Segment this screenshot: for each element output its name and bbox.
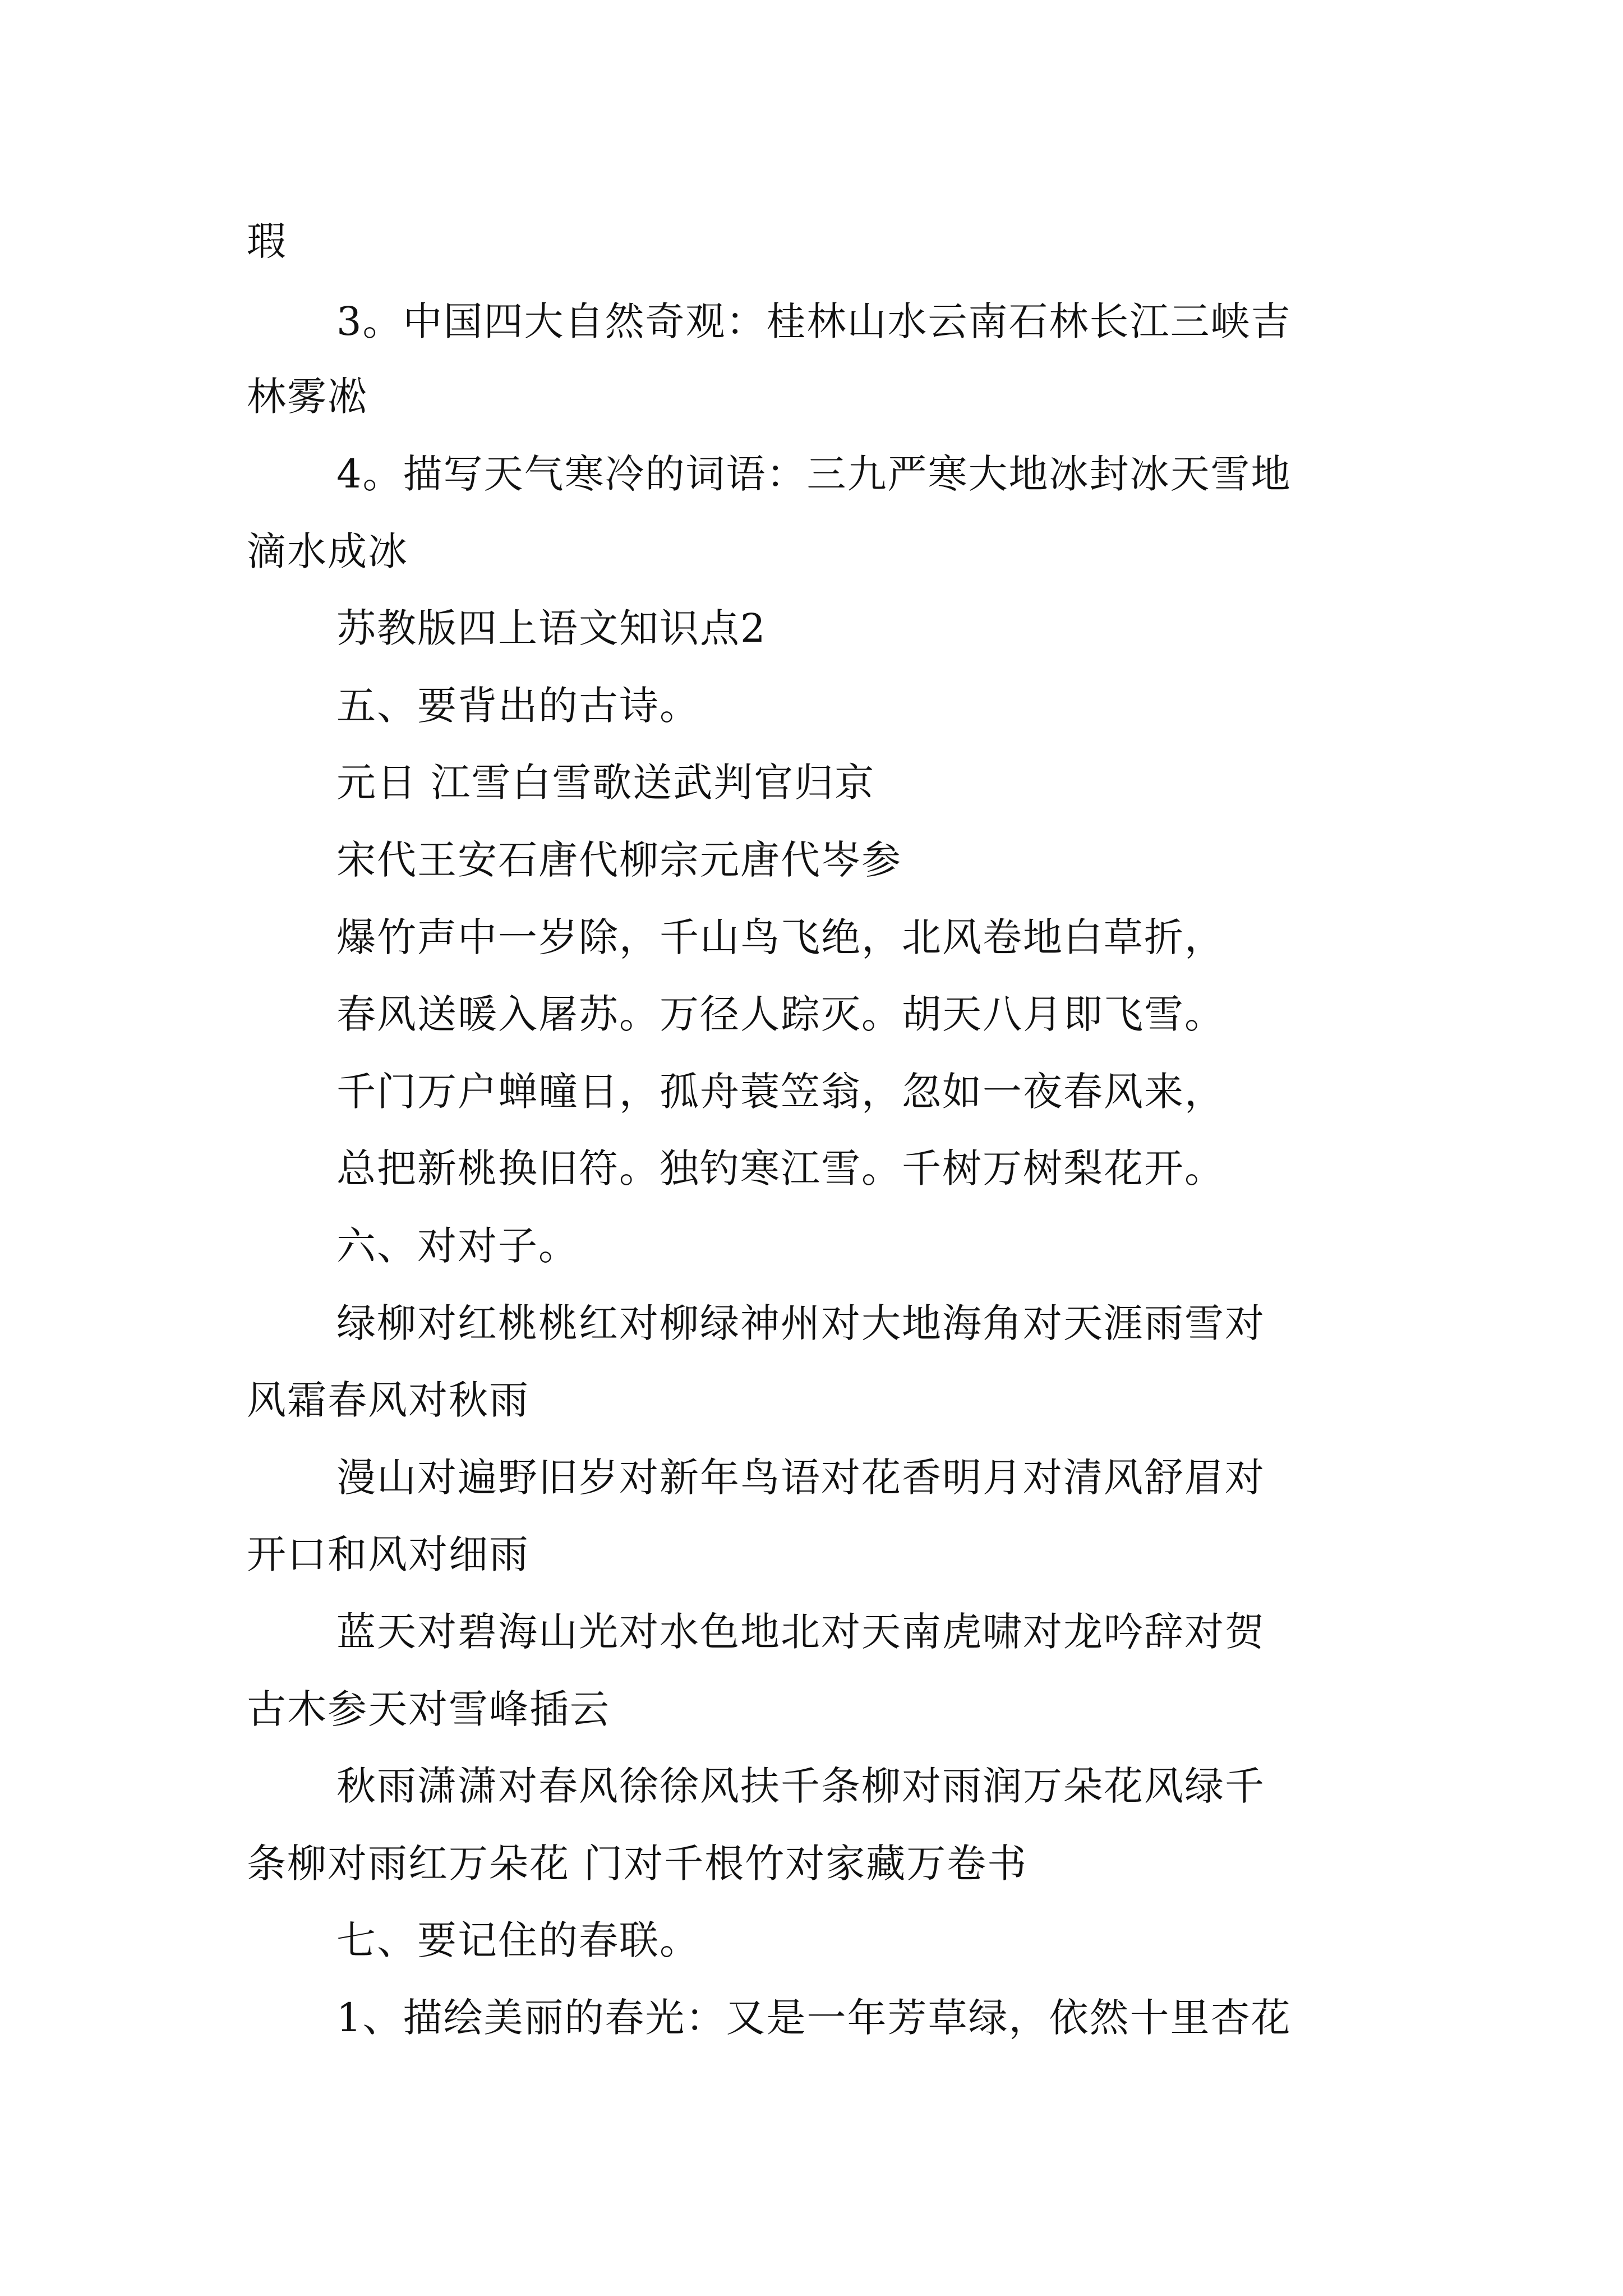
text-line: 五、要背出的古诗。 xyxy=(336,683,700,729)
text-line: 条柳对雨红万朵花 门对千根竹对家藏万卷书 xyxy=(247,1841,1028,1887)
text-line: 总把新桃换旧符。独钓寒江雪。千树万树梨花开。 xyxy=(336,1145,1225,1191)
text-line: 古木参天对雪峰插云 xyxy=(247,1686,610,1732)
text-line: 林雾凇 xyxy=(247,374,368,420)
text-line: 瑕 xyxy=(247,218,287,264)
text-line: 秋雨潇潇对春风徐徐风扶千条柳对雨润万朵花风绿千 xyxy=(336,1763,1265,1809)
text-line: 滴水成冰 xyxy=(247,528,408,574)
text-line: 元日 江雪白雪歌送武判官归京 xyxy=(336,760,875,806)
text-line: 春风送暖入屠苏。万径人踪灭。胡天八月即飞雪。 xyxy=(336,991,1225,1037)
text-line: 绿柳对红桃桃红对柳绿神州对大地海角对天涯雨雪对 xyxy=(336,1300,1265,1346)
text-line: 六、对对子。 xyxy=(336,1223,579,1269)
text-line: 苏教版四上语文知识点2 xyxy=(336,605,767,651)
text-line: 千门万户蝉曈日，孤舟蓑笠翁，忽如一夜春风来， xyxy=(336,1069,1225,1115)
text-line: 4。描写天气寒冷的词语：三九严寒大地冰封冰天雪地 xyxy=(336,451,1292,497)
text-line: 开口和风对细雨 xyxy=(247,1531,529,1577)
text-line: 3。中国四大自然奇观：桂林山水云南石林长江三峡吉 xyxy=(336,298,1292,344)
text-line: 七、要记住的春联。 xyxy=(336,1917,700,1963)
text-line: 漫山对遍野旧岁对新年鸟语对花香明月对清风舒眉对 xyxy=(336,1455,1265,1501)
text-line: 爆竹声中一岁除，千山鸟飞绝，北风卷地白草折， xyxy=(336,914,1225,960)
text-line: 蓝天对碧海山光对水色地北对天南虎啸对龙吟辞对贺 xyxy=(336,1609,1265,1655)
text-line: 1、描绘美丽的春光：又是一年芳草绿，依然十里杏花 xyxy=(336,1995,1292,2041)
text-line: 风霜春风对秋雨 xyxy=(247,1377,529,1423)
text-line: 宋代王安石唐代柳宗元唐代岑参 xyxy=(336,837,902,883)
